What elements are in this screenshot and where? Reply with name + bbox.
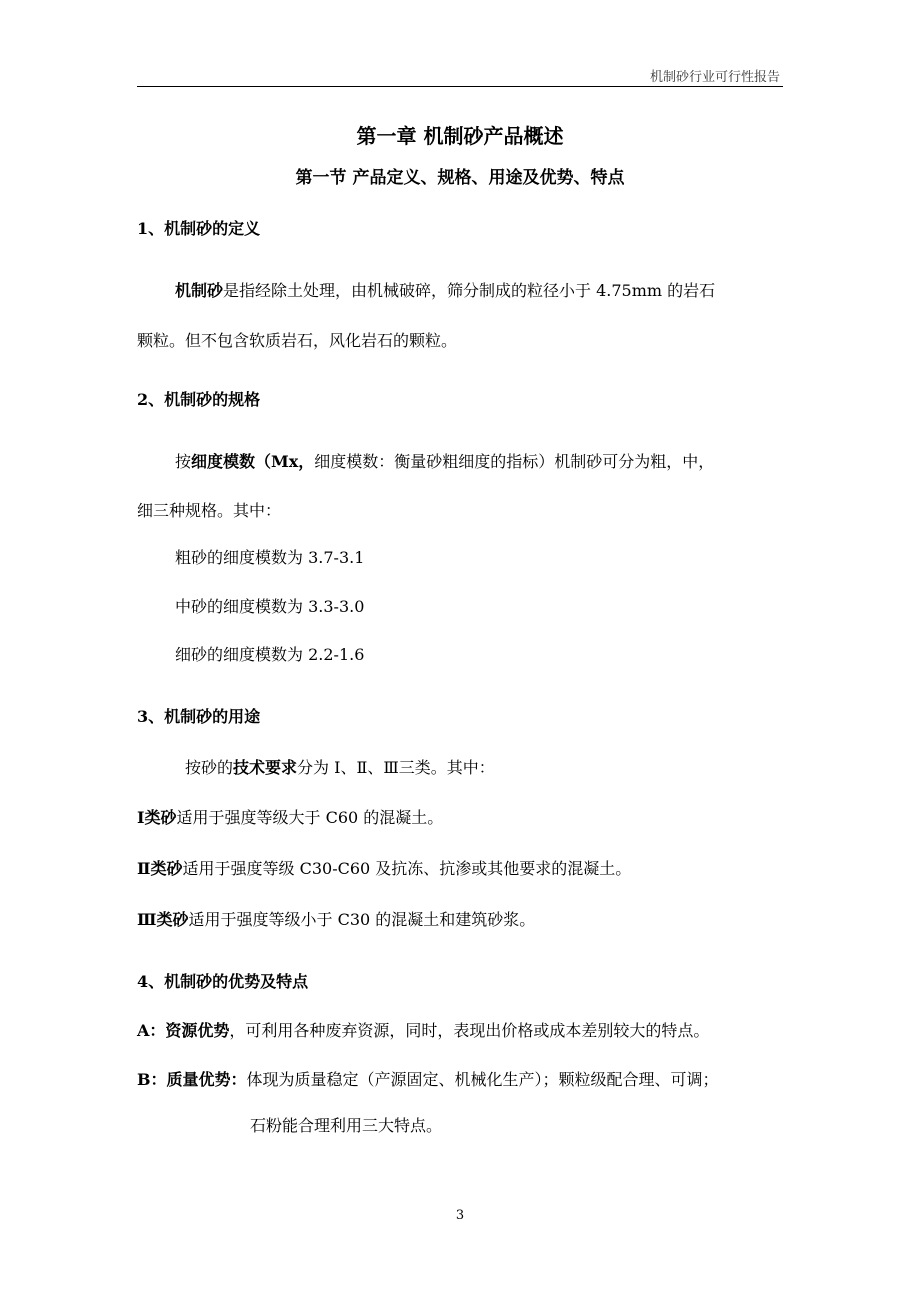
uses-intro	[185, 755, 495, 778]
uses-pre: 按砂的	[185, 758, 234, 777]
class-1-text: 适用于强度等级大于 C60 的混凝土。	[176, 808, 444, 827]
term-machine-sand: 机制砂	[175, 281, 224, 300]
running-header: 机制砂行业可行性报告	[649, 70, 780, 85]
spec-coarse: 粗砂的细度模数为 3.7-3.1	[175, 548, 365, 567]
heading-specs: 2、机制砂的规格	[137, 390, 261, 409]
specs-pre: 按	[175, 452, 192, 471]
section-title: 第一节 产品定义、规格、用途及优势、特点	[295, 168, 625, 188]
specs-line-1	[175, 449, 714, 472]
term-fineness-modulus: 细度模数（Mx，	[191, 452, 315, 471]
class-1-line	[137, 805, 443, 828]
heading-uses: 3、机制砂的用途	[137, 707, 261, 726]
class-2-line	[137, 856, 631, 879]
class-3-text: 适用于强度等级小于 C30 的混凝土和建筑砂浆。	[188, 910, 536, 929]
uses-text: 分为 Ⅰ、Ⅱ、Ⅲ三类。其中：	[297, 758, 495, 777]
term-class-2: Ⅱ类砂	[137, 859, 183, 878]
header-rule	[137, 86, 783, 87]
page-number: 3	[455, 1208, 465, 1223]
advantage-b-text: 体现为质量稳定（产源固定、机械化生产）；颗粒级配合理、可调；	[246, 1070, 719, 1089]
heading-advantages: 4、机制砂的优势及特点	[137, 972, 309, 991]
term-class-1: Ⅰ类砂	[137, 808, 177, 827]
specs-text: 细度模数：衡量砂粗细度的指标）机制砂可分为粗，中，	[314, 452, 715, 471]
term-quality-advantage: B：质量优势：	[137, 1070, 247, 1089]
advantage-b-line	[137, 1067, 719, 1090]
advantage-b-line-2: 石粉能合理利用三大特点。	[250, 1116, 443, 1135]
spec-fine: 细砂的细度模数为 2.2-1.6	[175, 645, 365, 664]
specs-line-2: 细三种规格。其中：	[137, 501, 282, 520]
definition-line-1	[175, 278, 715, 301]
chapter-title: 第一章 机制砂产品概述	[356, 124, 564, 148]
heading-definition: 1、机制砂的定义	[137, 219, 261, 238]
advantage-a-text: ，可利用各种废弃资源，同时，表现出价格或成本差别较大的特点。	[229, 1021, 710, 1040]
class-2-text: 适用于强度等级 C30-C60 及抗冻、抗渗或其他要求的混凝土。	[182, 859, 632, 878]
definition-text: 是指经除土处理，由机械破碎，筛分制成的粒径小于 4.75mm 的岩石	[223, 281, 716, 300]
class-3-line	[137, 907, 535, 930]
advantage-a-line	[137, 1018, 709, 1041]
definition-line-2: 颗粒。但不包含软质岩石，风化岩石的颗粒。	[137, 331, 458, 350]
spec-medium: 中砂的细度模数为 3.3-3.0	[175, 597, 365, 616]
term-class-3: Ⅲ类砂	[137, 910, 189, 929]
term-technical-requirements: 技术要求	[233, 758, 298, 777]
term-resource-advantage: A：资源优势	[137, 1021, 230, 1040]
